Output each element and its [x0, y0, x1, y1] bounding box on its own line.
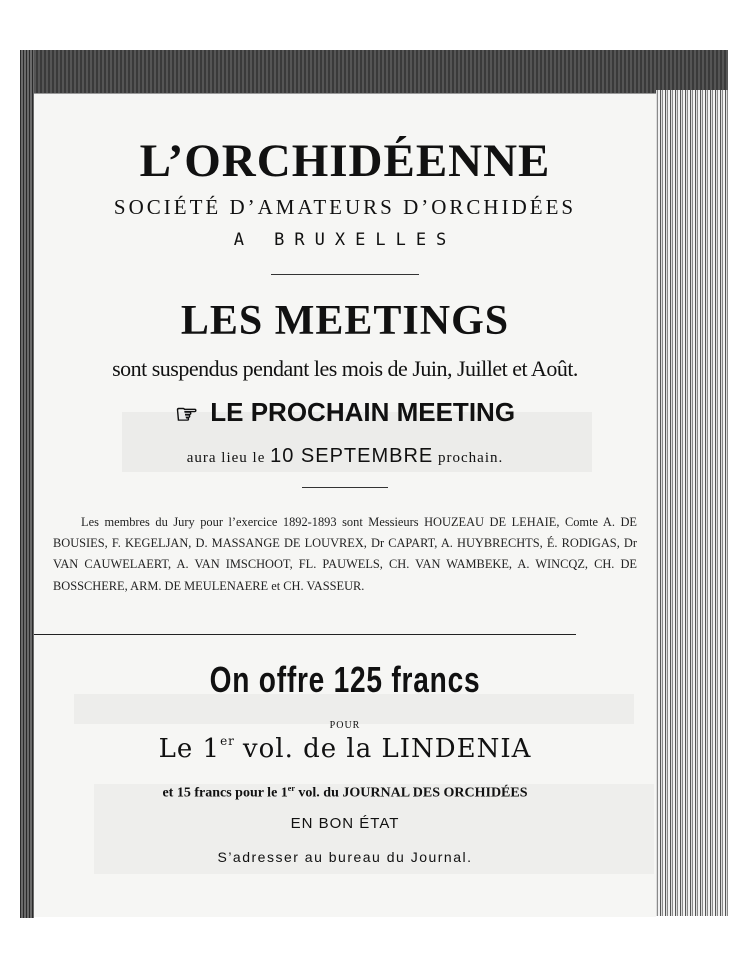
meeting-date: 10 SEPTEMBRE	[270, 445, 434, 467]
book-binding-edge	[20, 50, 34, 918]
condition-text: EN BON ÉTAT	[290, 815, 400, 832]
divider	[302, 487, 388, 488]
journal-title: vol. du JOURNAL DES ORCHIDÉES	[294, 785, 528, 801]
date-suffix: prochain.	[438, 450, 504, 466]
next-meeting-date-line	[34, 445, 656, 468]
city-line: A BRUXELLES	[233, 230, 457, 250]
date-prefix: aura lieu le	[186, 450, 266, 466]
offer-headline: On offre 125 francs	[209, 659, 481, 700]
pointing-hand-icon: ☞	[174, 399, 199, 429]
document-page	[34, 93, 656, 917]
page-title: L’ORCHIDÉENNE	[139, 135, 551, 187]
journal-prefix: et 15 francs pour le 1	[162, 785, 288, 801]
next-meeting-label: LE PROCHAIN MEETING	[210, 397, 516, 427]
contact-text: S’adresser au bureau du Journal.	[217, 849, 473, 865]
meetings-heading: LES MEETINGS	[180, 298, 510, 344]
page-stack-edge	[655, 90, 728, 916]
book-top-edge	[20, 50, 728, 98]
lindenia-line	[34, 734, 656, 764]
meetings-suspended-text: sont suspendus pendant les mois de Juin, Juillet et Août.	[112, 356, 578, 381]
jury-paragraph: Les membres du Jury pour l’exercice 1892-1893 sont Messieurs HOUZEAU DE LEHAIE, Comte A. DE BOUSIES, F. KEGELJAN, D. MASSANGE DE LOUVREX, Dr CAPART, A. HUYBRECHTS, É. RODIGAS, Dr VAN CAUWELAERT, A. VAN IMSCHOOT, FL. PAUWELS, CH. VAN WAMBEKE, A. WINCQZ, CH. DE BOSSCHERE, ARM. DE MEULENAERE et CH. VASSEUR.	[53, 515, 637, 593]
lindenia-superscript: er	[220, 734, 235, 748]
divider	[34, 634, 576, 635]
lindenia-title: vol. de la LINDENIA	[242, 734, 532, 764]
lindenia-prefix: Le 1	[158, 734, 221, 764]
next-meeting-heading	[34, 397, 656, 430]
offer-pour: POUR	[329, 720, 361, 731]
divider	[271, 274, 419, 275]
society-subtitle: SOCIÉTÉ D’AMATEURS D’ORCHIDÉES	[113, 195, 577, 219]
journal-superscript: er	[287, 784, 295, 793]
journal-offer-line	[34, 784, 656, 802]
